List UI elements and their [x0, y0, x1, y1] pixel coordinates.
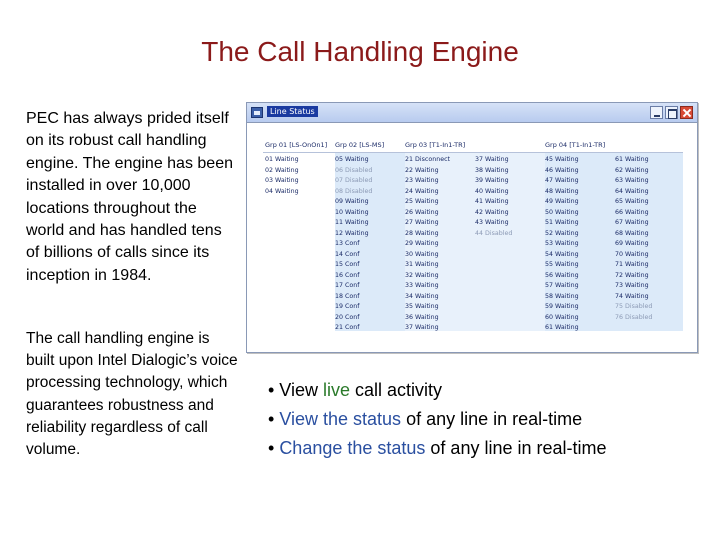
- line-status-window: [246, 102, 698, 353]
- line-status-cell[interactable]: 42 Waiting: [475, 208, 509, 216]
- line-status-cell[interactable]: 37 Waiting: [405, 324, 439, 331]
- line-status-cell[interactable]: 08 Disabled: [335, 187, 373, 195]
- line-status-cell[interactable]: 52 Waiting: [545, 229, 579, 237]
- line-status-cell[interactable]: 36 Waiting: [405, 313, 439, 321]
- line-status-cell[interactable]: 04 Waiting: [265, 187, 299, 195]
- line-status-cell[interactable]: 13 Conf: [335, 240, 360, 247]
- column-header-group-03[interactable]: Grp 03 [T1-In1-TR]: [405, 141, 466, 149]
- line-status-cell[interactable]: 32 Waiting: [405, 271, 439, 279]
- line-status-cell[interactable]: 76 Disabled: [615, 313, 653, 321]
- line-status-cell[interactable]: 47 Waiting: [545, 177, 579, 184]
- line-status-cell[interactable]: 26 Waiting: [405, 208, 439, 216]
- line-status-cell[interactable]: 64 Waiting: [615, 187, 649, 195]
- line-status-cell[interactable]: 24 Waiting: [405, 187, 439, 195]
- line-status-cell[interactable]: 27 Waiting: [405, 219, 439, 226]
- line-status-cell[interactable]: 22 Waiting: [405, 166, 439, 174]
- line-status-cell[interactable]: 63 Waiting: [615, 177, 649, 184]
- line-status-cell[interactable]: 68 Waiting: [615, 229, 649, 237]
- column-headers: [263, 139, 683, 153]
- line-status-cell[interactable]: 15 Conf: [335, 261, 360, 268]
- line-status-cell[interactable]: 46 Waiting: [545, 166, 579, 174]
- line-status-cell[interactable]: 33 Waiting: [405, 282, 439, 289]
- line-status-cell[interactable]: 35 Waiting: [405, 303, 439, 310]
- line-status-cell[interactable]: 71 Waiting: [615, 261, 649, 268]
- line-status-cell[interactable]: 61 Waiting: [545, 324, 579, 331]
- line-status-cell[interactable]: 72 Waiting: [615, 271, 649, 279]
- line-status-cell[interactable]: 18 Conf: [335, 292, 360, 300]
- bullet-highlight: View the status: [279, 409, 402, 429]
- line-status-cell[interactable]: 10 Waiting: [335, 208, 369, 216]
- line-status-cell[interactable]: 21 Conf: [335, 324, 360, 331]
- line-status-cell[interactable]: 56 Waiting: [545, 271, 579, 279]
- line-status-cell[interactable]: 53 Waiting: [545, 240, 579, 247]
- line-status-cell[interactable]: 74 Waiting: [615, 292, 649, 300]
- line-status-cell[interactable]: 19 Conf: [335, 303, 360, 310]
- window-titlebar[interactable]: [247, 103, 697, 123]
- line-status-cell[interactable]: 43 Waiting: [475, 219, 509, 226]
- line-status-cell[interactable]: 70 Waiting: [615, 250, 649, 258]
- slide-title: The Call Handling Engine: [201, 36, 519, 67]
- line-status-cell[interactable]: 09 Waiting: [335, 198, 369, 205]
- line-status-cell[interactable]: 41 Waiting: [475, 198, 509, 205]
- line-status-cell[interactable]: 65 Waiting: [615, 198, 649, 205]
- bullet-highlight: live: [323, 380, 351, 400]
- line-status-cell[interactable]: 51 Waiting: [545, 219, 579, 226]
- line-status-cell[interactable]: 44 Disabled: [475, 229, 513, 237]
- line-status-cell[interactable]: 73 Waiting: [615, 282, 649, 289]
- line-status-cell[interactable]: 61 Waiting: [615, 156, 649, 163]
- line-status-cell[interactable]: 39 Waiting: [475, 177, 509, 184]
- line-status-cell[interactable]: 48 Waiting: [545, 187, 579, 195]
- line-status-cell[interactable]: 11 Waiting: [335, 219, 369, 226]
- line-status-cell[interactable]: 50 Waiting: [545, 208, 579, 216]
- maximize-button[interactable]: [665, 106, 678, 119]
- line-status-cell[interactable]: 01 Waiting: [265, 156, 299, 163]
- column-header-group-04[interactable]: Grp 04 [T1-In1-TR]: [545, 141, 606, 149]
- bullet-view-status: [268, 405, 607, 434]
- line-status-cell[interactable]: 58 Waiting: [545, 292, 579, 300]
- line-status-cell[interactable]: 59 Waiting: [545, 303, 579, 310]
- line-status-cell[interactable]: 05 Waiting: [335, 156, 369, 163]
- line-status-cell[interactable]: 57 Waiting: [545, 282, 579, 289]
- intro-paragraph: PEC has always prided itself on its robust call handling engine. The engine has been installed in over 10,000 locations throughout the world and has handled tens of billions of calls since its inception in 1984.: [26, 110, 233, 284]
- line-status-cell[interactable]: 23 Waiting: [405, 177, 439, 184]
- line-status-cell[interactable]: 66 Waiting: [615, 208, 649, 216]
- bullet-highlight: Change the status: [279, 438, 426, 458]
- close-button[interactable]: [680, 106, 693, 119]
- line-status-cell[interactable]: 29 Waiting: [405, 240, 439, 247]
- line-status-cell[interactable]: 02 Waiting: [265, 166, 299, 174]
- bullet-text: call activity: [350, 380, 443, 400]
- line-status-cell[interactable]: 38 Waiting: [475, 166, 509, 174]
- line-status-cell[interactable]: 07 Disabled: [335, 177, 373, 184]
- line-status-cell[interactable]: 37 Waiting: [475, 156, 509, 163]
- window-title: Line Status: [267, 106, 318, 117]
- line-status-cell[interactable]: 03 Waiting: [265, 177, 299, 184]
- line-status-cell[interactable]: 60 Waiting: [545, 313, 579, 321]
- line-status-cell[interactable]: 55 Waiting: [545, 261, 579, 268]
- minimize-button[interactable]: [650, 106, 663, 119]
- line-status-cell[interactable]: 67 Waiting: [615, 219, 649, 226]
- line-status-cell[interactable]: 28 Waiting: [405, 229, 439, 237]
- line-status-cell[interactable]: 69 Waiting: [615, 240, 649, 247]
- line-status-cell[interactable]: 62 Waiting: [615, 166, 649, 174]
- window-app-icon: [251, 107, 263, 118]
- line-status-cell[interactable]: 54 Waiting: [545, 250, 579, 258]
- column-header-group-02[interactable]: Grp 02 [LS-MS]: [335, 141, 385, 149]
- bullet-change-status: [268, 434, 607, 463]
- line-status-cell[interactable]: 40 Waiting: [475, 187, 509, 195]
- line-status-cell[interactable]: 25 Waiting: [405, 198, 439, 205]
- feature-bullets: [268, 376, 607, 463]
- bullet-text: • View: [268, 380, 323, 400]
- line-status-cell[interactable]: 30 Waiting: [405, 250, 439, 258]
- bullet-text: •: [268, 438, 280, 458]
- technology-paragraph: The call handling engine is built upon Intel Dialogic’s voice processing technology, which guarantees robustness and reliability regardless of call volume.: [26, 330, 238, 459]
- line-status-cell[interactable]: 31 Waiting: [405, 261, 439, 268]
- line-status-cell[interactable]: 34 Waiting: [405, 292, 439, 300]
- line-status-cell[interactable]: 75 Disabled: [615, 303, 653, 310]
- line-status-cell[interactable]: 17 Conf: [335, 282, 360, 289]
- line-status-cell[interactable]: 16 Conf: [335, 271, 360, 279]
- line-status-cell[interactable]: 06 Disabled: [335, 166, 373, 174]
- bullet-text: of any line in real-time: [401, 409, 583, 429]
- column-header-group-01[interactable]: Grp 01 [LS-OnOn1]: [265, 141, 328, 149]
- line-status-cell[interactable]: 12 Waiting: [335, 229, 369, 237]
- bullet-live-activity: [268, 376, 607, 405]
- bullet-text: of any line in real-time: [425, 438, 607, 458]
- line-status-cell[interactable]: 14 Conf: [335, 250, 360, 258]
- line-status-cell[interactable]: 21 Disconnect: [405, 156, 450, 163]
- bullet-text: •: [268, 409, 280, 429]
- line-status-cell[interactable]: 45 Waiting: [545, 156, 579, 163]
- line-status-cell[interactable]: 49 Waiting: [545, 198, 579, 205]
- line-status-cell[interactable]: 20 Conf: [335, 313, 360, 321]
